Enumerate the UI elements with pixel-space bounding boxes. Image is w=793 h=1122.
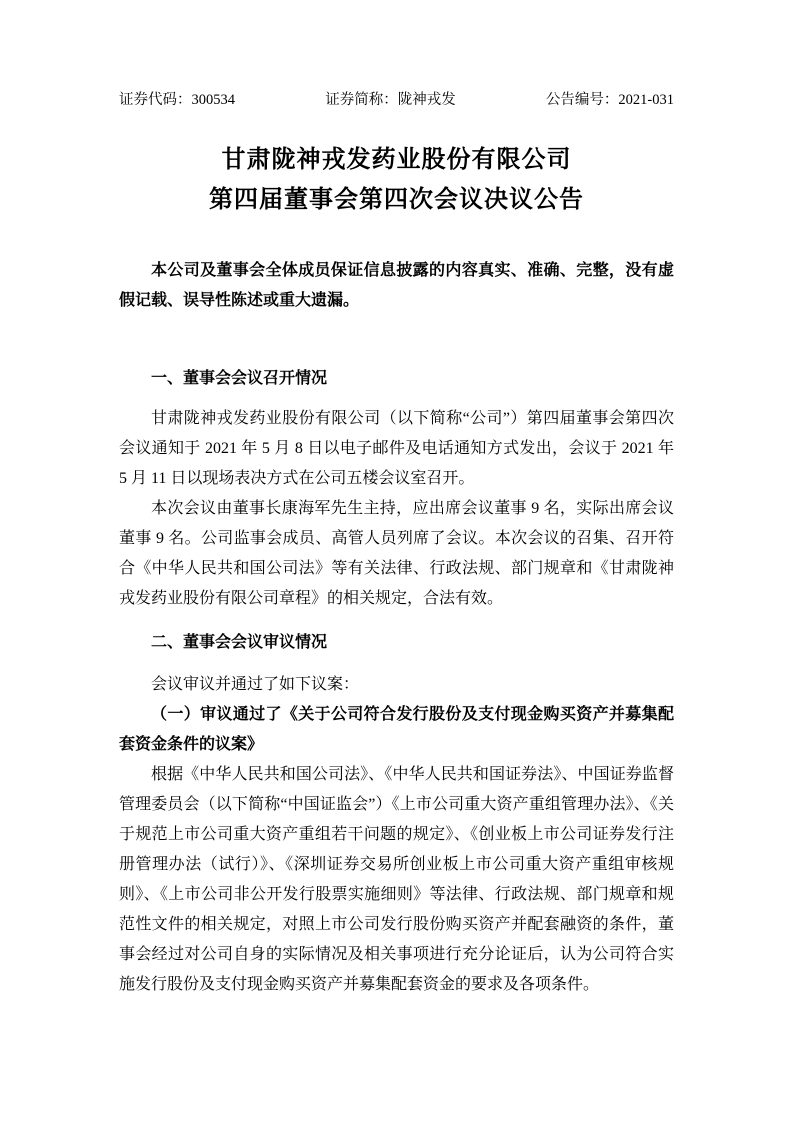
section2-heading: 二、董事会会议审议情况 xyxy=(151,634,328,651)
announcement-number: 公告编号：2021-031 xyxy=(545,92,674,108)
section1-paragraph-2: 本次会议由董事长康海军先生主持，应出席会议董事 9 名，实际出席会议董事 9 名。公司监事会成员、高管人员列席了会议。本次会议的召集、召开符合《中华人民共和国公司法》等有关法律、行政法规、部门规章和《甘肃陇神戎发药业股份有限公司章程》的相关规定，合法有效。 xyxy=(119,500,674,607)
section1-paragraph-1: 甘肃陇神戎发药业股份有限公司（以下简称“公司”）第四届董事会第四次会议通知于 2021 年 5 月 8 日以电子邮件及电话通知方式发出，会议于 2021 年 5 月 11 日以现场表决方式在公司五楼会议室召开。 xyxy=(119,410,674,487)
section2-intro-paragraph: 会议审议并通过了如下议案： xyxy=(151,676,360,693)
section1-heading: 一、董事会会议召开情况 xyxy=(151,370,328,387)
disclaimer-paragraph: 本公司及董事会全体成员保证信息披露的内容真实、准确、完整，没有虚假记载、误导性陈述或重大遗漏。 xyxy=(119,262,674,309)
resolution-item1-paragraph: 根据《中华人民共和国公司法》、《中华人民共和国证券法》、中国证券监督管理委员会（以下简称“中国证监会”）《上市公司重大资产重组管理办法》、《关于规范上市公司重大资产重组若干问题的规定》、《创业板上市公司证券发行注册管理办法（试行）》、《深圳证券交易所创业板上市公司重大资产重组审核规则》、《上市公司非公开发行股票实施细则》等法律、行政法规、部门规章和规范性文件的相关规定，对照上市公司发行股份购买资产并配套融资的条件，董事会经过对公司自身的实际情况及相关事项进行充分论证后，认为公司符合实施发行股份及支付现金购买资产并募集配套资金的要求及各项条件。 xyxy=(119,766,674,993)
document-info-row xyxy=(119,90,674,110)
document-title-line2: 第四届董事会第四次会议决议公告 xyxy=(209,186,584,213)
stock-abbreviation: 证券简称：陇神戎发 xyxy=(325,92,456,108)
stock-code: 证券代码：300534 xyxy=(119,92,235,108)
document-title xyxy=(119,140,674,220)
document-title-line1: 甘肃陇神戎发药业股份有限公司 xyxy=(221,146,572,173)
resolution-item1-heading: （一）审议通过了《关于公司符合发行股份及支付现金购买资产并募集配套资金条件的议案》 xyxy=(119,706,674,753)
